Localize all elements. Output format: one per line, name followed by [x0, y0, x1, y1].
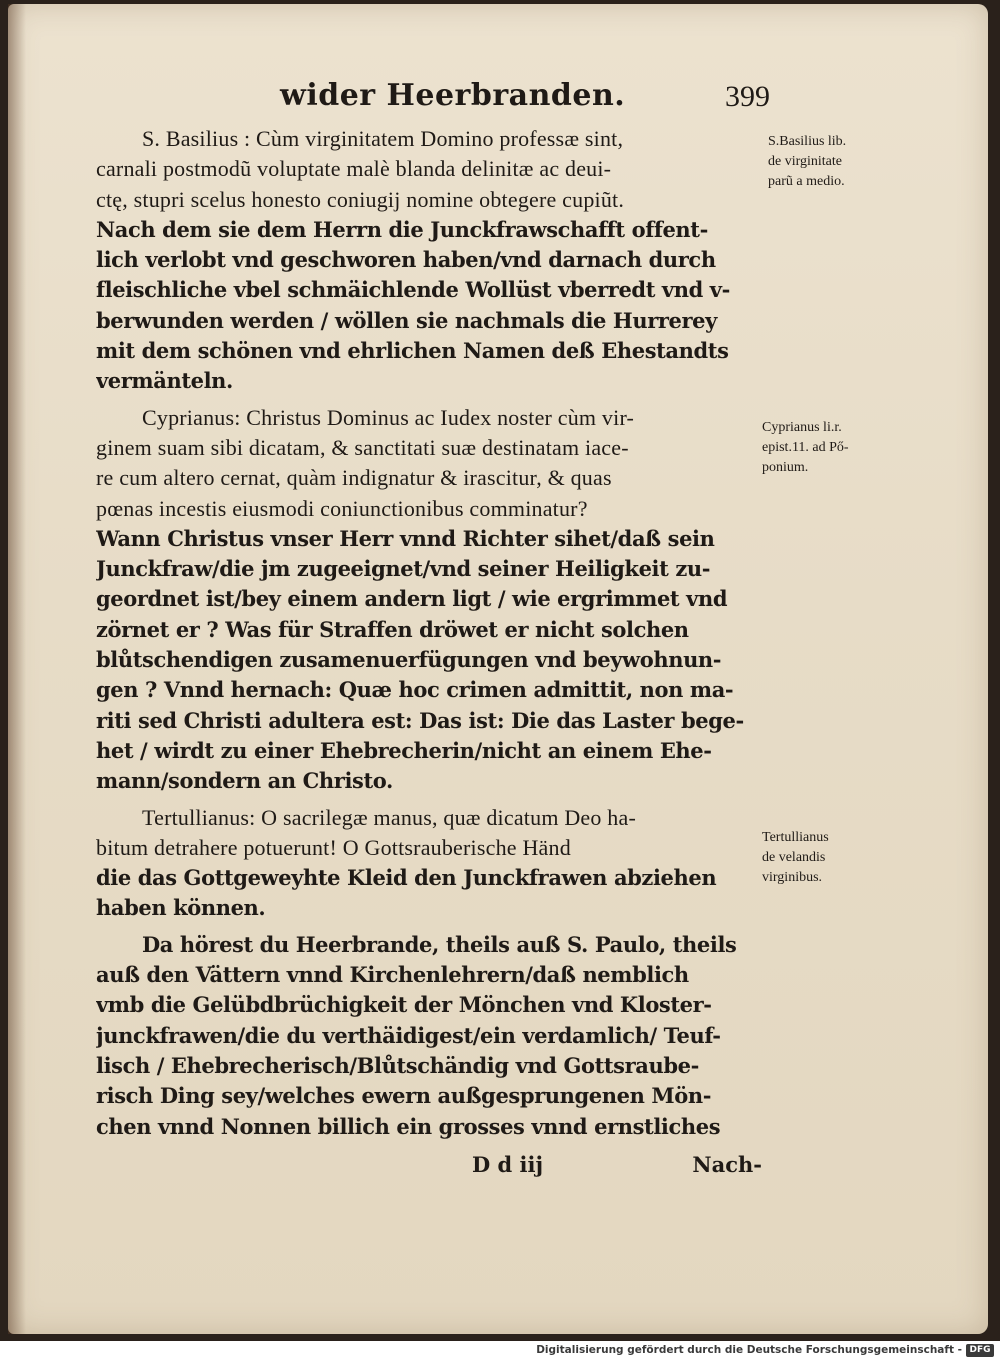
margin-note-line: virginibus.: [762, 870, 823, 885]
text-line: junckfrawen/die du verthäidigest/ein verdamlich/ Teuf-: [96, 1022, 721, 1048]
text-line: fleischliche vbel schmäichlende Wollüst vberredt vnd v-: [96, 277, 730, 303]
signature-line: [96, 1148, 762, 1182]
margin-note-line: de virginitate: [768, 154, 842, 169]
margin-note-cyprianus: [762, 418, 849, 478]
catchword: Nach-: [692, 1151, 762, 1177]
text-line: riti sed Christi adultera est: Das ist: Die das Laster bege-: [96, 707, 744, 733]
text-line: ginem suam sibi dicatam, & sanctitati suæ destinatam iace-: [96, 434, 629, 460]
margin-note-line: Tertullianus: [762, 830, 829, 845]
signature-mark: D d iij: [472, 1151, 544, 1177]
text-line: auß den Vättern vnnd Kirchenlehrern/daß nemblich: [96, 962, 689, 988]
text-line: haben können.: [96, 895, 266, 921]
cyprianus-paragraph: [96, 403, 762, 797]
text-line: berwunden werden / wöllen sie nachmals die Hurrerey: [96, 307, 717, 333]
margin-note-line: epist.11. ad Pő-: [762, 440, 849, 455]
text-line: S. Basilius : Cùm virginitatem Domino professæ sint,: [142, 126, 624, 151]
text-line: mann/sondern an Christo.: [96, 768, 393, 794]
text-line: mit dem schönen vnd ehrlichen Namen deß Ehestandts: [96, 338, 729, 364]
text-line: lich verlobt vnd geschworen haben/vnd darnach durch: [96, 247, 716, 273]
margin-note-basilius: [768, 132, 846, 192]
text-line: geordnet ist/bey einem andern ligt / wie ergrimmet vnd: [96, 586, 728, 612]
margin-note-line: S.Basilius lib.: [768, 134, 847, 149]
text-line: Tertullianus: O sacrilegæ manus, quæ dicatum Deo ha-: [142, 804, 636, 830]
text-line: chen vnnd Nonnen billich ein grosses vnnd ernstliches: [96, 1113, 721, 1139]
text-line: Cyprianus: Christus Dominus ac Iudex noster cùm vir-: [142, 404, 635, 430]
funding-credit: Digitalisierung gefördert durch die Deutsche Forschungsgemeinschaft -: [536, 1344, 962, 1356]
text-line: het / wirdt zu einer Ehebrecherin/nicht an einem Ehe-: [96, 737, 712, 763]
margin-note-line: de velandis: [762, 850, 826, 865]
page-header: [280, 78, 770, 122]
margin-note-line: ponium.: [762, 460, 809, 475]
text-line: Da hörest du Heerbrande, theils auß S. Paulo, theils: [142, 931, 737, 957]
text-line: re cum altero cernat, quàm indignatur & irascitur, & quas: [96, 465, 612, 491]
text-line: Junckfraw/die jm zugeeignet/vnd seiner Heiligkeit zu-: [96, 556, 711, 582]
running-title: wider Heerbranden.: [280, 78, 626, 113]
text-line: risch Ding sey/welches ewern außgesprungenen Mön-: [96, 1083, 712, 1109]
text-line: bitum detrahere potuerunt! O Gottsrauberische Händ: [96, 834, 571, 860]
main-text-block: [96, 124, 762, 1182]
dfg-logo-icon: [966, 1344, 994, 1357]
text-line: blůtschendigen zusamenuerfügungen vnd beywohnun-: [96, 647, 722, 673]
text-line: zörnet er ? Was für Straffen dröwet er nicht solchen: [96, 616, 689, 642]
margin-note-line: parũ a medio.: [768, 174, 845, 189]
basilius-paragraph: [96, 124, 762, 397]
text-line: die das Gottgeweyhte Kleid den Junckfrawen abziehen: [96, 865, 717, 891]
text-line: pœnas incestis eiusmodi coniunctionibus comminatur?: [96, 495, 588, 521]
text-line: gen ? Vnnd hernach: Quæ hoc crimen admittit, non ma-: [96, 677, 734, 703]
text-line: vmb die Gelübdbrüchigkeit der Mönchen vnd Kloster-: [96, 992, 712, 1018]
text-line: Nach dem sie dem Herrn die Junckfrawschafft offent-: [96, 216, 708, 242]
text-line: lisch / Ehebrecherisch/Blůtschändig vnd Gottsraube-: [96, 1052, 699, 1078]
page-number: 399: [725, 80, 770, 113]
page-gutter-shadow: [8, 4, 26, 1334]
text-line: ctę, stupri scelus honesto coniugij nomine obtegere cupiũt.: [96, 186, 625, 212]
digitization-footer: [0, 1341, 1000, 1361]
margin-note-tertullianus: [762, 828, 829, 888]
text-line: vermänteln.: [96, 368, 233, 394]
text-line: Wann Christus vnser Herr vnnd Richter sihet/daß sein: [96, 525, 715, 551]
margin-note-line: Cyprianus li.r.: [762, 420, 842, 435]
dfg-logo-text: DFG: [969, 1345, 991, 1355]
text-line: carnali postmodũ voluptate malè blanda delinitæ ac deui-: [96, 156, 612, 182]
tertullianus-paragraph: [96, 803, 762, 924]
conclusion-paragraph: [96, 930, 762, 1142]
